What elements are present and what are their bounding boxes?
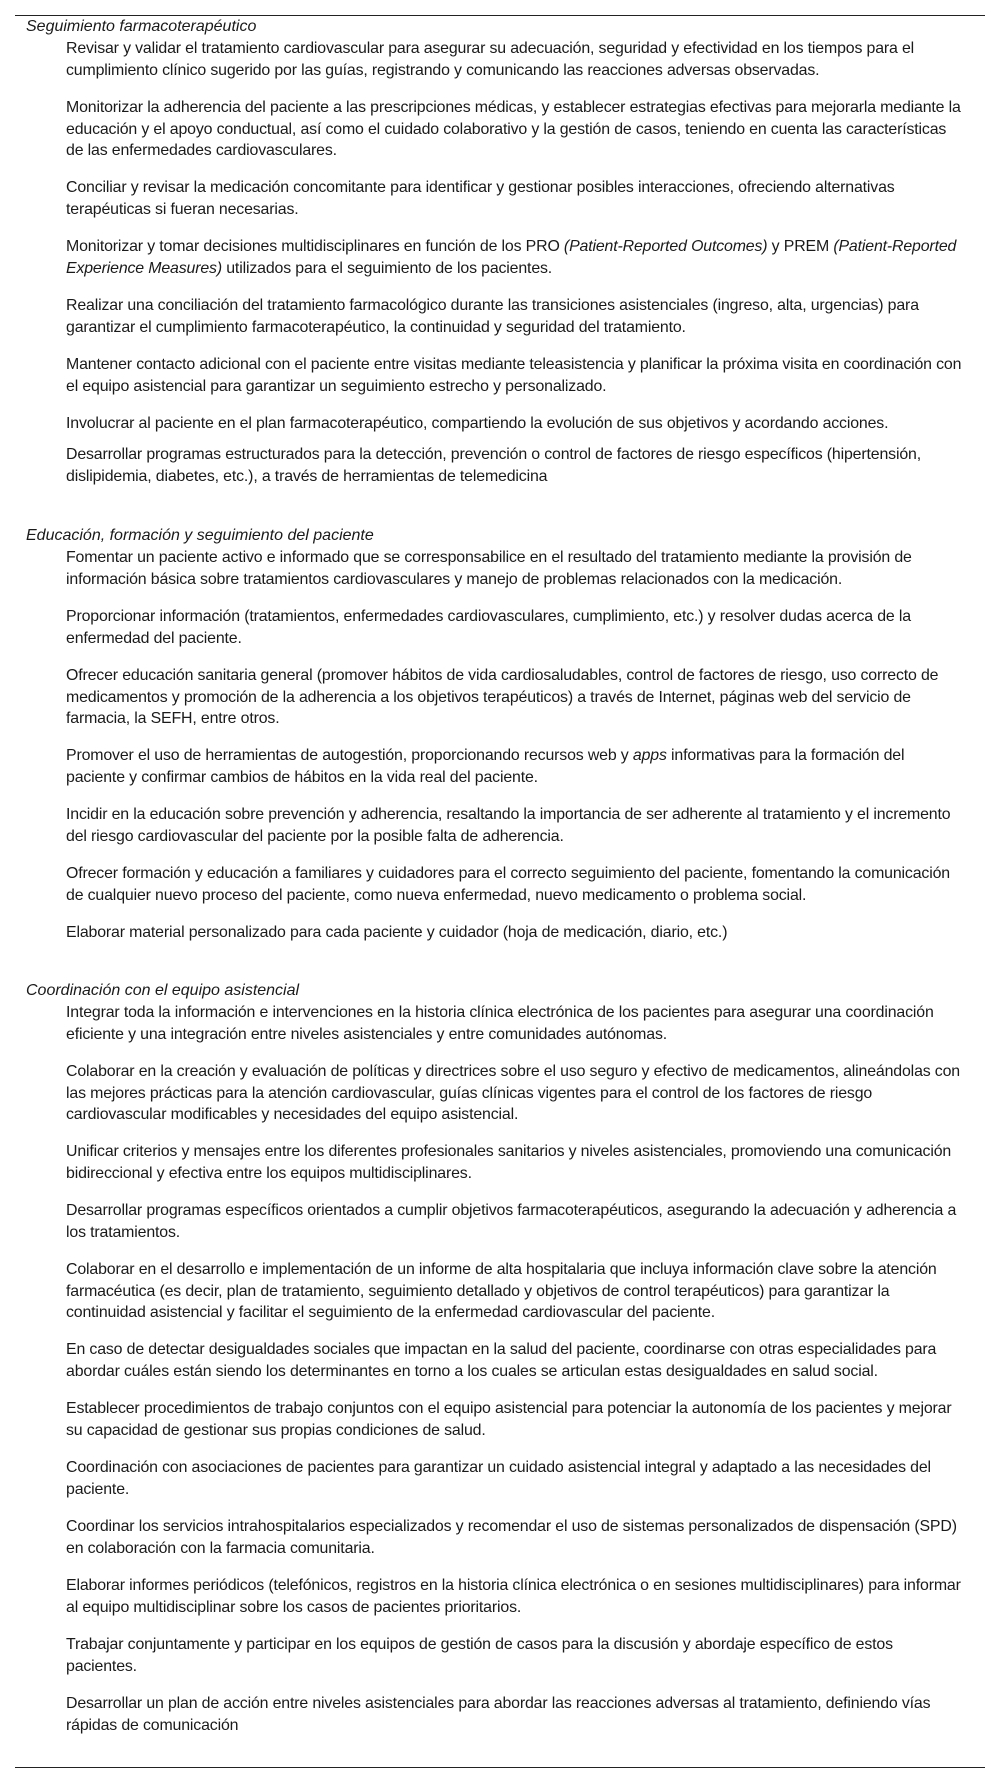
list-item: Desarrollar programas específicos orientados a cumplir objetivos farmacoterapéuticos, asegurando la adecuación y adherencia a los tratamientos. (66, 1202, 957, 1241)
list-item: Ofrecer formación y educación a familiares y cuidadores para el correcto seguimiento del paciente, fomentando la comunicación de cualquier nuevo proceso del paciente, como nueva enfermedad, nuevo medicamento o problema social. (66, 865, 950, 904)
item-text-italic: (Patient-Reported Outcomes) (563, 238, 768, 255)
list-item: Revisar y validar el tratamiento cardiovascular para asegurar su adecuación, seguridad y efectividad en los tiempos para el cumplimiento clínico sugerido por las guías, registrando y comunicando las reacciones adversas observadas. (66, 40, 915, 79)
list-item: Colaborar en la creación y evaluación de políticas y directrices sobre el uso seguro y efectivo de medicamentos, alineándolas con las mejores prácticas para la atención cardiovascular, guías clínicas vigentes para el control de los factores de riesgo cardiovascular modificables y necesidades del equipo asistencial. (66, 1063, 960, 1123)
list-item: Conciliar y revisar la medicación concomitante para identificar y gestionar posibles interacciones, ofreciendo alternativas terapéuticas si fueran necesarias. (66, 179, 895, 218)
item-text: informativas para la formación del paciente y confirmar cambios de hábitos en la vida real del paciente. (66, 747, 905, 786)
list-item: Colaborar en el desarrollo e implementación de un informe de alta hospitalaria que incluya información clave sobre la atención farmacéutica (es decir, plan de tratamiento, seguimiento detallado y objetivos de control terapéuticos) para garantizar la continuidad asistencial y facilitar el seguimiento de la enfermedad cardiovascular del paciente. (66, 1261, 937, 1321)
item-text: utilizados para el seguimiento de los pacientes. (221, 259, 553, 277)
list-item: Proporcionar información (tratamientos, enfermedades cardiovasculares, cumplimiento, etc.) y resolver dudas acerca de la enfermedad del paciente. (66, 608, 911, 647)
list-item: En caso de detectar desigualdades sociales que impactan en la salud del paciente, coordinarse con otras especialidades para abordar cuáles están siendo los determinantes en torno a los cuales se articulan estas desigualdades en salud social. (66, 1341, 937, 1380)
list-item: Coordinar los servicios intrahospitalarios especializados y recomendar el uso de sistemas personalizados de dispensación (SPD) en colaboración con la farmacia comunitaria. (66, 1518, 957, 1557)
item-text: y PREM (767, 238, 834, 255)
bottom-rule (15, 1767, 985, 1768)
item-text-italic: (Patient-Reported Experience Measures) (66, 238, 957, 277)
list-item: Incidir en la educación sobre prevención y adherencia, resaltando la importancia de ser adherente al tratamiento y el incremento del riesgo cardiovascular del paciente por la posible falta de adherencia. (66, 806, 951, 845)
list-item: Mantener contacto adicional con el paciente entre visitas mediante teleasistencia y planificar la próxima visita en coordinación con el equipo asistencial para garantizar un seguimiento estrecho y personalizado. (66, 356, 962, 395)
list-item (66, 745, 966, 788)
list-item: Unificar criterios y mensajes entre los diferentes profesionales sanitarios y niveles asistenciales, promoviendo una comunicación bidireccional y efectiva entre los equipos multidisciplinares. (66, 1143, 952, 1182)
list-item: Elaborar material personalizado para cada paciente y cuidador (hoja de medicación, diario, etc.) (66, 924, 728, 941)
list-item: Fomentar un paciente activo e informado que se corresponsabilice en el resultado del tratamiento mediante la provisión de información básica sobre tratamientos cardiovasculares y manejo de problemas relacionados con la medicación. (66, 549, 912, 588)
list-item: Monitorizar la adherencia del paciente a las prescripciones médicas, y establecer estrategias efectivas para mejorarla mediante la educación y el apoyo conductual, así como el cuidado colaborativo y la gestión de casos, teniendo en cuenta las características de las enfermedades cardiovasculares. (66, 99, 961, 159)
list-item: Realizar una conciliación del tratamiento farmacológico durante las transiciones asistenciales (ingreso, alta, urgencias) para garantizar el cumplimiento farmacoterapéutico, la continuidad y seguridad del tratamiento. (66, 297, 919, 336)
section-title: Educación, formación y seguimiento del paciente (26, 527, 374, 544)
list-item: Ofrecer educación sanitaria general (promover hábitos de vida cardiosaludables, control de factores de riesgo, uso correcto de medicamentos y promoción de la adherencia a los objetivos terapéuticos) a través de Internet, páginas web del servicio de farmacia, la SEFH, entre otros. (66, 667, 939, 727)
list-item (66, 236, 966, 279)
list-item: Integrar toda la información e intervenciones en la historia clínica electrónica de los pacientes para asegurar una coordinación eficiente y una integración entre niveles asistenciales y entre comunidades autónomas. (66, 1004, 934, 1043)
list-item: Desarrollar un plan de acción entre niveles asistenciales para abordar las reacciones adversas al tratamiento, definiendo vías rápidas de comunicación (66, 1695, 931, 1734)
list-item: Involucrar al paciente en el plan farmacoterapéutico, compartiendo la evolución de sus objetivos y acordando acciones. (66, 415, 889, 432)
item-text: Promover el uso de herramientas de autogestión, proporcionando recursos web y (66, 747, 633, 764)
list-item: Elaborar informes periódicos (telefónicos, registros en la historia clínica electrónica o en sesiones multidisciplinares) para informar al equipo multidisciplinar sobre los casos de pacientes prioritarios. (66, 1577, 961, 1616)
item-text-italic: apps (632, 747, 667, 764)
list-item: Desarrollar programas estructurados para la detección, prevención o control de factores de riesgo específicos (hipertensión, dislipidemia, diabetes, etc.), a través de herramientas de telemedicina (66, 446, 921, 485)
section-title: Seguimiento farmacoterapéutico (26, 18, 257, 35)
list-item: Coordinación con asociaciones de pacientes para garantizar un cuidado asistencial integral y adaptado a las necesidades del paciente. (66, 1459, 931, 1498)
list-item: Establecer procedimientos de trabajo conjuntos con el equipo asistencial para potenciar la autonomía de los pacientes y mejorar su capacidad de gestionar sus propias condiciones de salud. (66, 1400, 952, 1439)
item-text: Monitorizar y tomar decisiones multidisciplinares en función de los PRO (66, 238, 564, 255)
section-title: Coordinación con el equipo asistencial (26, 982, 300, 999)
list-item: Trabajar conjuntamente y participar en los equipos de gestión de casos para la discusión y abordaje específico de estos pacientes. (66, 1636, 893, 1675)
